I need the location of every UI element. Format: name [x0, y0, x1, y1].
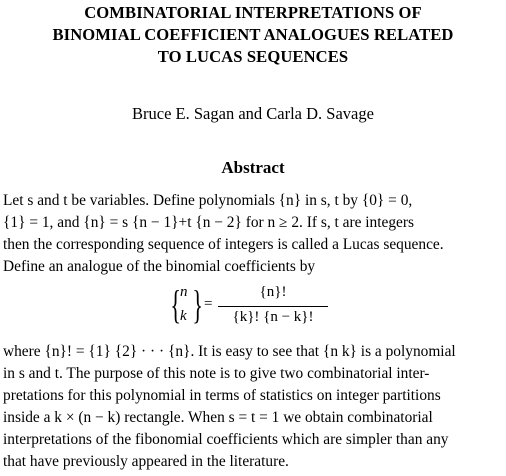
fraction-bar: [218, 306, 328, 307]
abstract-line: in s and t. The purpose of this note is to give two combinatorial inter-: [3, 365, 430, 382]
abstract-line: where {n}! = {1} {2} · · · {n}. It is easy to see that {n k} is a polynomial: [3, 343, 456, 360]
abstract-line: pretations for this polynomial in terms of statistics on integer partitions: [3, 387, 441, 404]
display-formula: [166, 281, 336, 335]
formula-equals: =: [204, 296, 213, 312]
title-line: COMBINATORIAL INTERPRETATIONS OF: [84, 3, 422, 22]
abstract-paragraph: [3, 190, 491, 278]
abstract-line: Let s and t be variables. Define polynomials {n} in s, t by {0} = 0,: [3, 192, 413, 209]
formula-numerator: {n}!: [259, 284, 287, 300]
abstract-line: inside a k × (n − k) rectangle. When s = t = 1 we obtain combinatorial: [3, 409, 433, 426]
formula-denominator: {k}! {n − k}!: [232, 309, 314, 325]
abstract-line: {1} = 1, and {n} = s {n − 1}+t {n − 2} for n ≥ 2. If s, t are integers: [3, 214, 415, 231]
abstract-line: that have previously appeared in the literature.: [3, 453, 289, 470]
right-brace-glyph: }: [192, 282, 203, 327]
formula-top: n: [180, 284, 188, 300]
paper-title: [0, 2, 506, 68]
title-line: TO LUCAS SEQUENCES: [157, 47, 349, 66]
abstract-line: interpretations of the fibonomial coefficients which are simpler than any: [3, 431, 449, 448]
author-list: Bruce E. Sagan and Carla D. Savage: [132, 104, 374, 123]
abstract-line: Define an analogue of the binomial coefficients by: [3, 258, 316, 275]
abstract-paragraph: [3, 341, 491, 473]
title-line: BINOMIAL COEFFICIENT ANALOGUES RELATED: [52, 25, 454, 44]
abstract-heading: Abstract: [221, 158, 285, 177]
abstract-line: then the corresponding sequence of integers is called a Lucas sequence.: [3, 236, 444, 253]
formula-bottom: k: [180, 308, 187, 324]
left-brace-glyph: {: [170, 282, 181, 327]
